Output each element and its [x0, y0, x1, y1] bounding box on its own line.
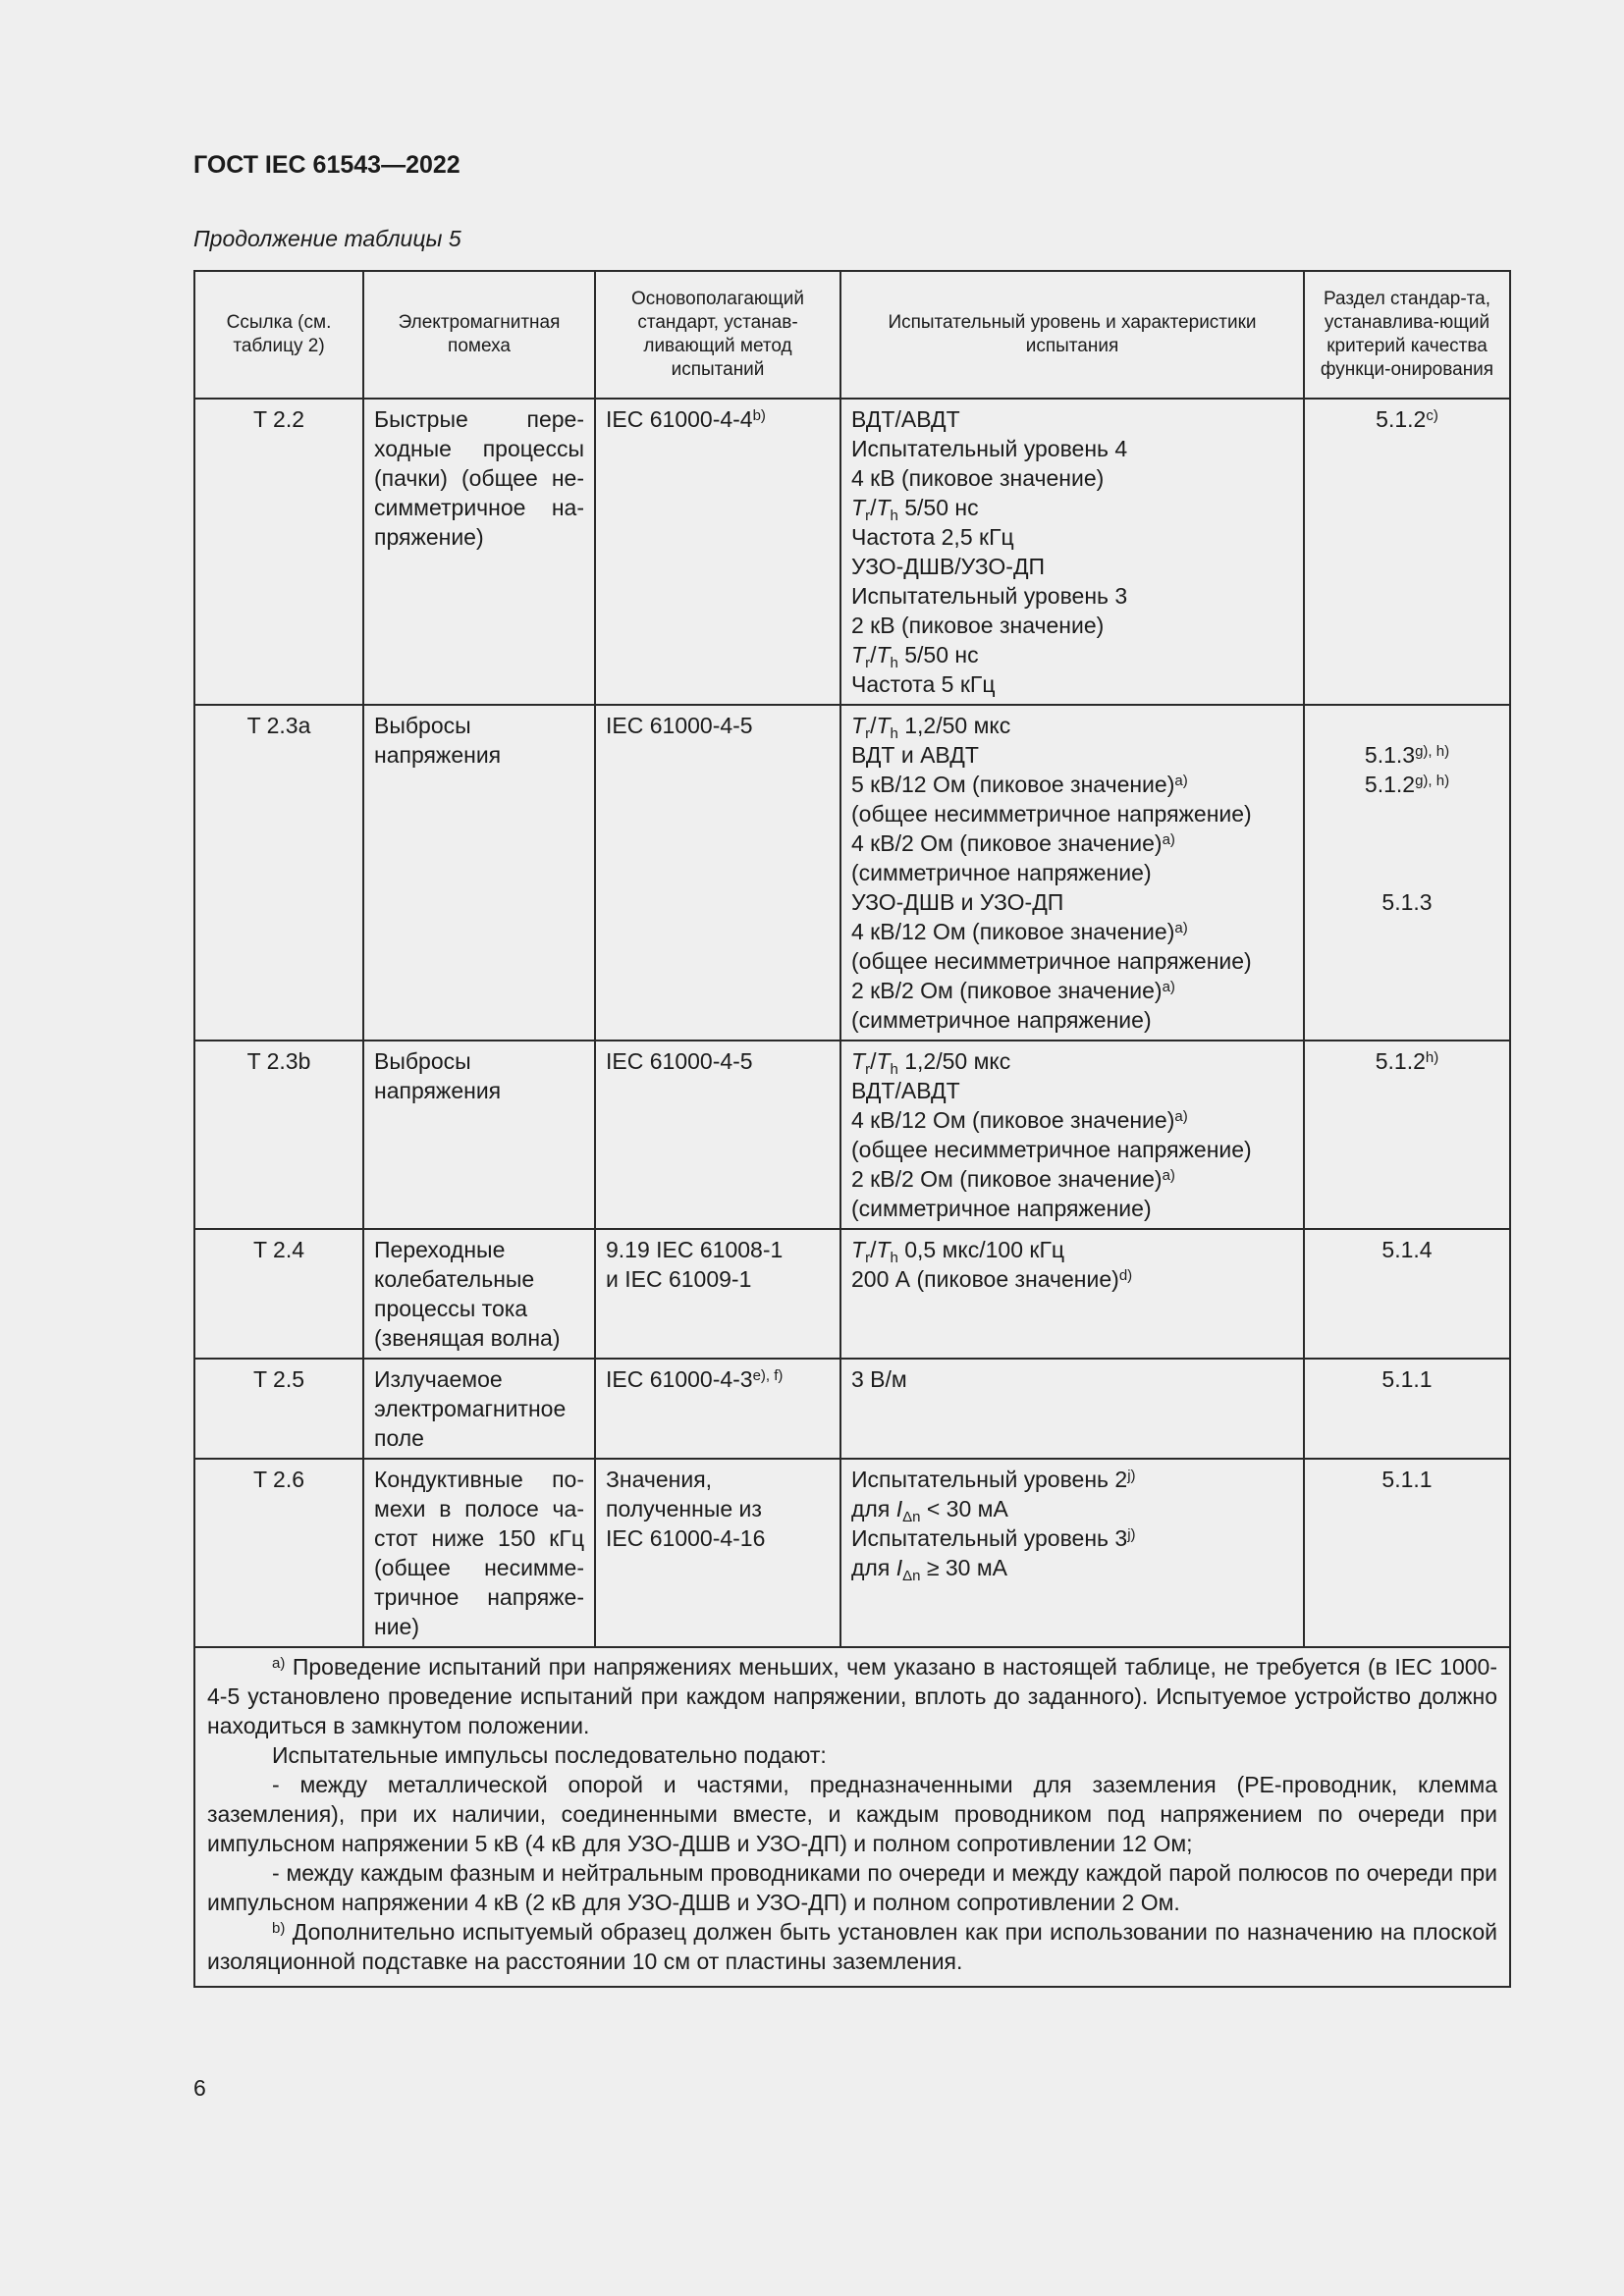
- footnote-ref: j): [1127, 1526, 1136, 1543]
- symbol-idn-sub: Δn: [902, 1509, 921, 1525]
- footnote-text: Дополнительно испытуемый образец должен быть установлен как при использовании по назначению на плоской изоляционной подставке на расстоянии 10 см от пластины заземления.: [207, 1919, 1497, 1974]
- test-level-text: 2 кВ (пиковое значение): [851, 613, 1105, 638]
- test-level-text: 4 кВ (пиковое значение): [851, 465, 1105, 491]
- test-level-text: Испытательный уровень 3: [851, 583, 1128, 609]
- test-level-text: 0,5 мкс/100 кГц: [897, 1237, 1065, 1262]
- test-level-line: [851, 669, 1293, 699]
- test-level-text: Испытательный уровень 2: [851, 1467, 1128, 1492]
- test-level-text: 4 кВ/12 Ом (пиковое значение): [851, 919, 1175, 944]
- emi-line: напряжения: [374, 1078, 502, 1103]
- test-level-text: Частота 5 кГц: [851, 671, 996, 697]
- document-header: ГОСТ IEC 61543—2022: [193, 151, 460, 179]
- criteria-value: 5.1.4: [1381, 1237, 1433, 1262]
- emi-line: Выбросы: [374, 713, 471, 738]
- emi-cell: [363, 1229, 595, 1359]
- footnote-ref: d): [1118, 1267, 1133, 1284]
- footnote-ref: h): [1425, 1049, 1439, 1066]
- table-row: [194, 1041, 1510, 1229]
- test-level-line: [851, 1105, 1293, 1135]
- criteria-value: 5.1.2: [1364, 772, 1416, 797]
- header-test-level: Испытательный уровень и характеристики испытания: [840, 271, 1304, 399]
- basic-standard-cell: [595, 1229, 840, 1359]
- test-level-line: [851, 828, 1293, 858]
- footnote-ref: a): [1162, 1167, 1175, 1184]
- criteria-line: [1315, 1364, 1499, 1394]
- footnote-ref: b): [752, 407, 766, 424]
- test-level-text: 1,2/50 мкс: [897, 1048, 1011, 1074]
- criteria-cell: [1304, 1041, 1510, 1229]
- test-level-text: (общее несимметричное напряжение): [851, 1137, 1252, 1162]
- emi-line: напряжения: [374, 742, 502, 768]
- symbol-tr: T: [851, 495, 866, 520]
- symbol-tr-sub: r: [865, 507, 871, 524]
- footnotes: [194, 1647, 1510, 1987]
- emi-cell: [363, 1359, 595, 1459]
- emi-cell: [363, 705, 595, 1041]
- footnote-ref: j): [1127, 1468, 1136, 1484]
- emi-line: Выбросы: [374, 1048, 471, 1074]
- test-level-line: [851, 463, 1293, 493]
- test-level-text: 4 кВ/12 Ом (пиковое значение): [851, 1107, 1175, 1133]
- test-level-line: [851, 1465, 1293, 1494]
- ref-cell: T 2.2: [194, 399, 363, 705]
- ref-cell: T 2.3b: [194, 1041, 363, 1229]
- emi-line: пряжение): [374, 524, 484, 550]
- criteria-cell: [1304, 1459, 1510, 1647]
- symbol-tr-sub: r: [865, 655, 871, 671]
- footnotes-row: [194, 1647, 1510, 1987]
- test-level-line: [851, 581, 1293, 611]
- criteria-spacer: [1315, 828, 1499, 858]
- test-level-line: [851, 1364, 1293, 1394]
- test-level-text: 1,2/50 мкс: [897, 713, 1011, 738]
- emi-line: процессы тока: [374, 1296, 528, 1321]
- test-level-line: [851, 799, 1293, 828]
- test-level-text: для: [851, 1496, 896, 1522]
- standard-text: IEC 61000-4-5: [606, 1048, 753, 1074]
- test-level-line: [851, 493, 1293, 522]
- footnote-paragraph: [207, 1740, 1497, 1770]
- symbol-th-sub: h: [890, 725, 898, 742]
- footnote-ref: a): [1162, 831, 1175, 848]
- criteria-line: [1315, 887, 1499, 917]
- footnote-text: Испытательные импульсы последовательно подают:: [272, 1742, 827, 1768]
- standard-line: IEC 61000-4-16: [606, 1525, 766, 1551]
- test-level-text: 3 В/м: [851, 1366, 907, 1392]
- test-level-text: 5/50 нс: [897, 495, 979, 520]
- test-level-text: 4 кВ/2 Ом (пиковое значение): [851, 830, 1163, 856]
- test-level-text: ВДТ/АВДТ: [851, 1078, 960, 1103]
- criteria-line: [1315, 1046, 1499, 1076]
- test-level-text: (симметричное напряжение): [851, 860, 1152, 885]
- ref-cell: T 2.6: [194, 1459, 363, 1647]
- symbol-slash: /: [870, 495, 877, 520]
- footnote-ref: a): [1174, 1108, 1188, 1125]
- ref-cell: T 2.5: [194, 1359, 363, 1459]
- test-level-line: [851, 1523, 1293, 1553]
- footnote-paragraph: [207, 1917, 1497, 1976]
- test-level-line: [851, 522, 1293, 552]
- test-level-line: [851, 1076, 1293, 1105]
- criteria-cell: [1304, 399, 1510, 705]
- criteria-line: [1315, 1465, 1499, 1494]
- table-row: [194, 1359, 1510, 1459]
- criteria-cell: [1304, 1359, 1510, 1459]
- table-continuation-label: Продолжение таблицы 5: [193, 226, 461, 251]
- emi-line: поле: [374, 1425, 424, 1451]
- test-level-cell: [840, 399, 1304, 705]
- test-level-text: 5 кВ/12 Ом (пиковое значение): [851, 772, 1175, 797]
- symbol-slash: /: [870, 1048, 877, 1074]
- test-level-line: [851, 1235, 1293, 1264]
- emi-line: (общее несимме-: [374, 1555, 584, 1580]
- symbol-tr-sub: r: [865, 725, 871, 742]
- emi-cell: [363, 1459, 595, 1647]
- footnote-text: - между металлической опорой и частями, предназначенными для заземления (PE-проводник, клемма заземления), при их наличии, соединенными вместе, и каждым проводником под напряжением по очереди при импульсном напряжении 5 кВ (4 кВ для УЗО-ДШВ и УЗО-ДП) и полном сопротивлении 12 Ом;: [207, 1772, 1497, 1856]
- footnote-ref: a): [1162, 979, 1175, 995]
- test-level-line: [851, 946, 1293, 976]
- symbol-tr: T: [851, 1048, 866, 1074]
- standard-line: полученные из: [606, 1496, 762, 1522]
- table-row: [194, 705, 1510, 1041]
- header-ref: Ссылка (см. таблицу 2): [194, 271, 363, 399]
- criteria-line: [1315, 404, 1499, 434]
- symbol-idn: I: [895, 1496, 903, 1522]
- table-row: [194, 399, 1510, 705]
- header-emi: Электромагнитная помеха: [363, 271, 595, 399]
- footnote-text: Проведение испытаний при напряжениях меньших, чем указано в настоящей таблице, не требуется (в IEC 1000-4-5 установлено проведение испытаний при каждом напряжении, вплоть до заданного). Испытуемое устройство должно находиться в замкнутом положении.: [207, 1654, 1498, 1738]
- symbol-idn: I: [895, 1555, 903, 1580]
- emi-line: Переходные: [374, 1237, 506, 1262]
- emi-line: (пачки) (общее не-: [374, 465, 584, 491]
- criteria-value: 5.1.3: [1364, 742, 1416, 768]
- symbol-th: T: [876, 713, 891, 738]
- symbol-tr-sub: r: [865, 1250, 871, 1266]
- footnote-text: - между каждым фазным и нейтральным проводниками по очереди и между каждой парой полюсов по очереди при импульсном напряжении 4 кВ (2 кВ для УЗО-ДШВ и УЗО-ДП) и полном сопротивлении 2 Ом.: [207, 1860, 1497, 1915]
- table-header-row: [194, 271, 1510, 399]
- symbol-th-sub: h: [890, 507, 898, 524]
- emi-line: (звенящая волна): [374, 1325, 561, 1351]
- test-level-line: [851, 1553, 1293, 1582]
- footnote-mark: a): [272, 1655, 286, 1672]
- criteria-spacer: [1315, 711, 1499, 740]
- test-level-text: ВДТ/АВДТ: [851, 406, 960, 432]
- ref-cell: T 2.3a: [194, 705, 363, 1041]
- test-level-cell: [840, 1359, 1304, 1459]
- test-level-text: 5/50 нс: [897, 642, 979, 667]
- symbol-th-sub: h: [890, 1061, 898, 1078]
- symbol-th-sub: h: [890, 1250, 898, 1266]
- footnote-ref: e), f): [752, 1367, 784, 1384]
- criteria-value: 5.1.2: [1376, 406, 1427, 432]
- standard-text: IEC 61000-4-4: [606, 406, 753, 432]
- symbol-slash: /: [870, 1237, 877, 1262]
- symbol-th-sub: h: [890, 655, 898, 671]
- emi-cell: [363, 1041, 595, 1229]
- test-level-line: [851, 887, 1293, 917]
- symbol-idn-sub: Δn: [902, 1568, 921, 1584]
- criteria-cell: [1304, 705, 1510, 1041]
- test-level-text: < 30 мА: [920, 1496, 1008, 1522]
- test-level-line: [851, 1494, 1293, 1523]
- test-level-line: [851, 858, 1293, 887]
- test-level-text: УЗО-ДШВ/УЗО-ДП: [851, 554, 1046, 579]
- emi-line: ние): [374, 1614, 419, 1639]
- header-basic-standard: Основополагающий стандарт, устанав-ливающий метод испытаний: [595, 271, 840, 399]
- footnote-paragraph: [207, 1652, 1497, 1740]
- test-level-line: [851, 1046, 1293, 1076]
- criteria-line: [1315, 770, 1499, 799]
- footnote-ref: g), h): [1415, 743, 1450, 760]
- page-number: 6: [193, 2075, 206, 2101]
- test-level-line: [851, 976, 1293, 1005]
- test-level-text: (общее несимметричное напряжение): [851, 801, 1252, 827]
- criteria-value: 5.1.3: [1381, 889, 1433, 915]
- test-level-line: [851, 640, 1293, 669]
- criteria-spacer: [1315, 858, 1499, 887]
- test-level-line: [851, 404, 1293, 434]
- footnote-ref: c): [1426, 407, 1438, 424]
- basic-standard-cell: [595, 1459, 840, 1647]
- emi-line: симметричное на-: [374, 495, 584, 520]
- test-level-text: (симметричное напряжение): [851, 1007, 1152, 1033]
- test-level-line: [851, 552, 1293, 581]
- test-level-line: [851, 1135, 1293, 1164]
- criteria-spacer: [1315, 799, 1499, 828]
- test-level-line: [851, 711, 1293, 740]
- standard-line: Значения,: [606, 1467, 713, 1492]
- footnote-paragraph: [207, 1858, 1497, 1917]
- criteria-value: 5.1.1: [1381, 1467, 1433, 1492]
- test-level-text: ВДТ и АВДТ: [851, 742, 979, 768]
- test-level-text: 2 кВ/2 Ом (пиковое значение): [851, 1166, 1163, 1192]
- test-level-text: Испытательный уровень 3: [851, 1525, 1128, 1551]
- standard-line: 9.19 IEC 61008-1: [606, 1237, 784, 1262]
- test-level-text: (общее несимметричное напряжение): [851, 948, 1252, 974]
- test-level-line: [851, 611, 1293, 640]
- emi-cell: [363, 399, 595, 705]
- basic-standard-cell: [595, 705, 840, 1041]
- test-level-line: [851, 1164, 1293, 1194]
- criteria-line: [1315, 740, 1499, 770]
- symbol-tr: T: [851, 642, 866, 667]
- test-level-line: [851, 1264, 1293, 1294]
- emi-line: колебательные: [374, 1266, 535, 1292]
- criteria-line: [1315, 1235, 1499, 1264]
- emi-line: стот ниже 150 кГц: [374, 1525, 584, 1551]
- test-level-line: [851, 1005, 1293, 1035]
- test-level-text: 200 А (пиковое значение): [851, 1266, 1119, 1292]
- emi-line: Быстрые пере-: [374, 406, 584, 432]
- footnote-ref: a): [1174, 773, 1188, 789]
- emi-line: Кондуктивные по-: [374, 1467, 584, 1492]
- symbol-slash: /: [870, 713, 877, 738]
- footnote-ref: g), h): [1415, 773, 1450, 789]
- test-level-cell: [840, 705, 1304, 1041]
- test-level-cell: [840, 1229, 1304, 1359]
- standard-text: IEC 61000-4-5: [606, 713, 753, 738]
- table-row: [194, 1229, 1510, 1359]
- basic-standard-cell: [595, 399, 840, 705]
- test-level-text: 2 кВ/2 Ом (пиковое значение): [851, 978, 1163, 1003]
- basic-standard-cell: [595, 1359, 840, 1459]
- test-level-text: Частота 2,5 кГц: [851, 524, 1014, 550]
- emi-line: электромагнитное: [374, 1396, 567, 1421]
- test-level-text: ≥ 30 мА: [920, 1555, 1007, 1580]
- footnote-ref: a): [1174, 920, 1188, 936]
- symbol-th: T: [876, 642, 891, 667]
- test-level-line: [851, 770, 1293, 799]
- emi-line: мехи в полосе ча-: [374, 1496, 584, 1522]
- test-level-text: для: [851, 1555, 896, 1580]
- test-level-line: [851, 917, 1293, 946]
- footnote-mark: b): [272, 1920, 286, 1937]
- criteria-value: 5.1.1: [1381, 1366, 1433, 1392]
- test-level-line: [851, 1194, 1293, 1223]
- symbol-th: T: [876, 1048, 891, 1074]
- symbol-slash: /: [870, 642, 877, 667]
- test-level-text: Испытательный уровень 4: [851, 436, 1128, 461]
- emi-line: Излучаемое: [374, 1366, 503, 1392]
- footnote-paragraph: [207, 1770, 1497, 1858]
- test-levels-table: [193, 270, 1511, 1988]
- emi-line: тричное напряже-: [374, 1584, 584, 1610]
- table-row: [194, 1459, 1510, 1647]
- test-level-cell: [840, 1459, 1304, 1647]
- test-level-line: [851, 740, 1293, 770]
- symbol-tr: T: [851, 713, 866, 738]
- standard-text: IEC 61000-4-3: [606, 1366, 753, 1392]
- test-level-line: [851, 434, 1293, 463]
- symbol-tr: T: [851, 1237, 866, 1262]
- standard-line: и IEC 61009-1: [606, 1266, 752, 1292]
- test-level-text: (симметричное напряжение): [851, 1196, 1152, 1221]
- criteria-value: 5.1.2: [1375, 1048, 1426, 1074]
- ref-cell: T 2.4: [194, 1229, 363, 1359]
- test-level-cell: [840, 1041, 1304, 1229]
- symbol-th: T: [876, 495, 891, 520]
- header-criteria: Раздел стандар-та, устанавлива-ющий критерий качества функци-онирования: [1304, 271, 1510, 399]
- symbol-th: T: [876, 1237, 891, 1262]
- emi-line: ходные процессы: [374, 436, 584, 461]
- test-level-text: УЗО-ДШВ и УЗО-ДП: [851, 889, 1064, 915]
- symbol-tr-sub: r: [865, 1061, 871, 1078]
- basic-standard-cell: [595, 1041, 840, 1229]
- criteria-cell: [1304, 1229, 1510, 1359]
